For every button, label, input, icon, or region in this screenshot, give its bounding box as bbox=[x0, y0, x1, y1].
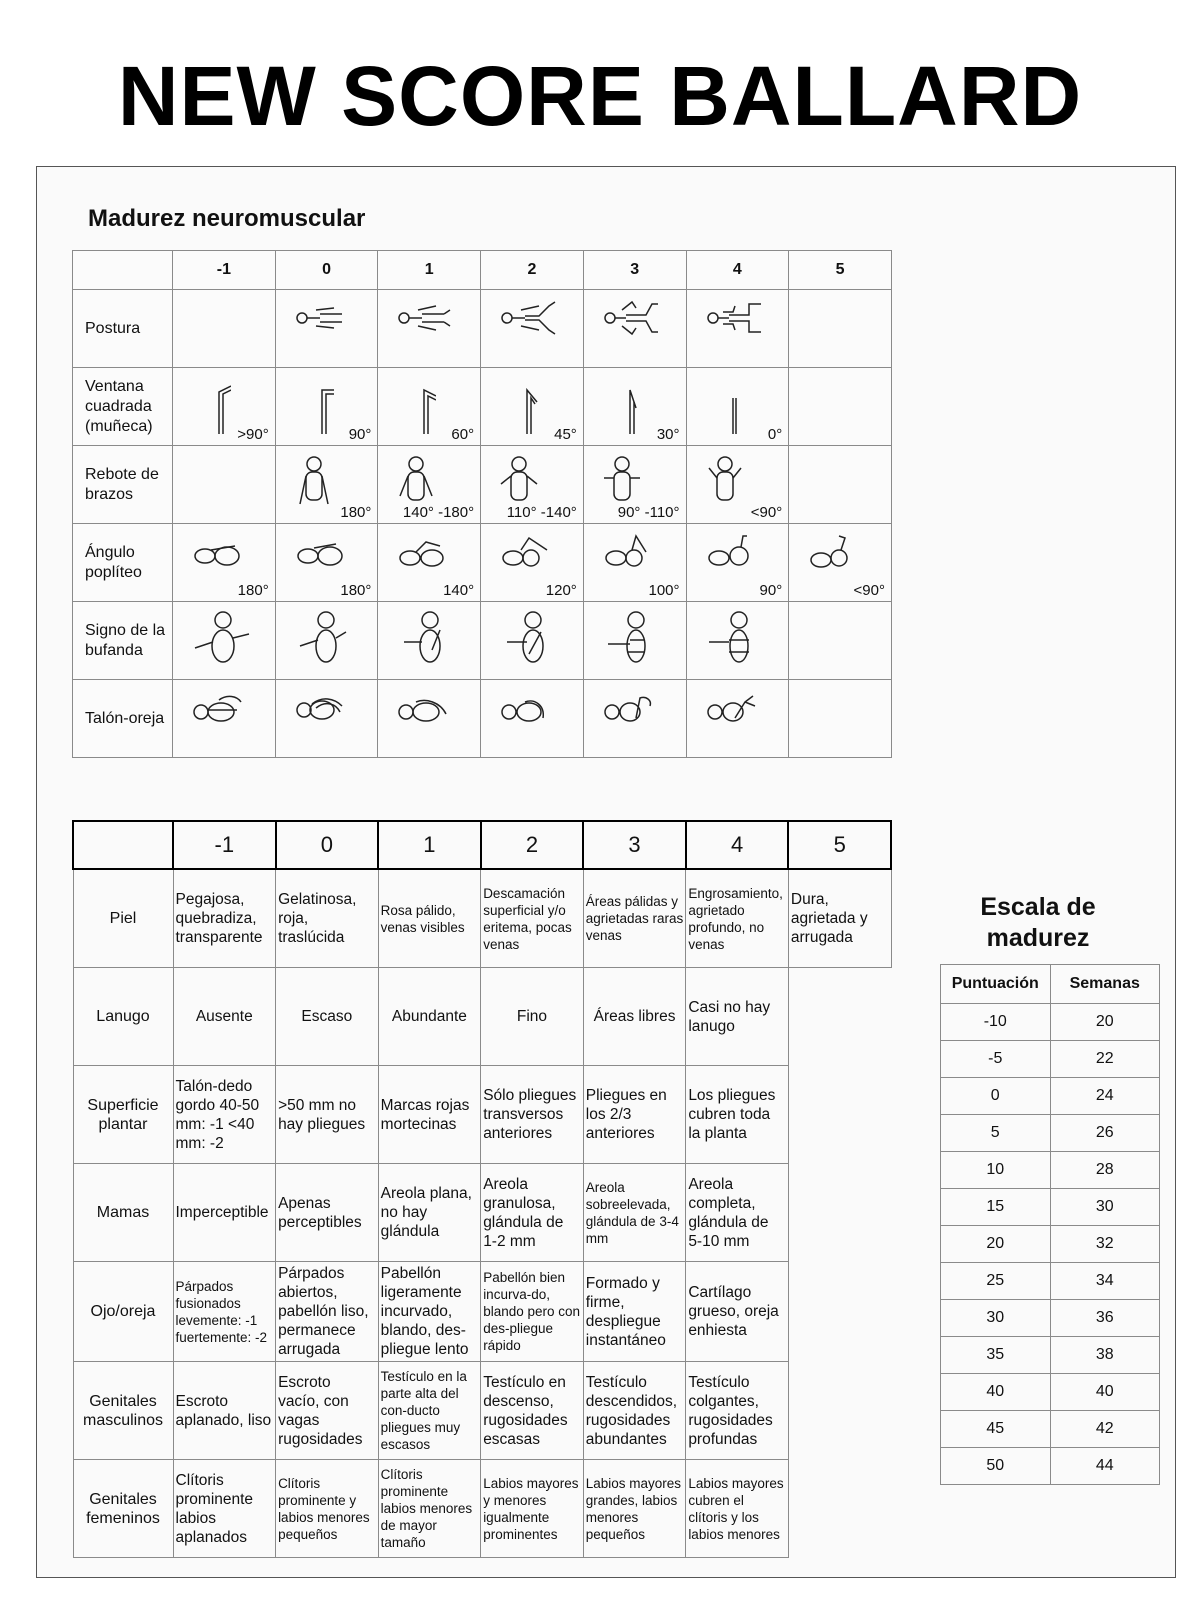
row-ojo-oreja bbox=[73, 1262, 891, 1362]
nm-cell bbox=[378, 680, 481, 758]
nm-cell bbox=[481, 368, 584, 446]
nm-cell bbox=[481, 446, 584, 524]
weeks-cell: 34 bbox=[1050, 1263, 1160, 1300]
physical-maturity-table bbox=[72, 820, 892, 1558]
table-cell: Descamación superficial y/o eritema, pocas venas bbox=[481, 869, 584, 968]
nm-cell bbox=[173, 602, 276, 680]
weeks-cell: 22 bbox=[1050, 1041, 1160, 1078]
nm-cell bbox=[481, 602, 584, 680]
table-cell: Escroto aplanado, liso bbox=[173, 1362, 276, 1460]
column-header: 0 bbox=[276, 821, 379, 869]
nm-cell bbox=[789, 524, 892, 602]
nm-cell bbox=[275, 446, 378, 524]
popliteal-angle-icon bbox=[499, 532, 559, 572]
table-cell: Pabellón bien incurva-do, blando pero con des-pliegue rápido bbox=[481, 1262, 584, 1362]
degree-label: >90° bbox=[237, 426, 269, 443]
scarf-sign-icon bbox=[602, 610, 662, 670]
scarf-sign-icon bbox=[294, 610, 354, 670]
table-row bbox=[941, 1374, 1160, 1411]
column-header: 5 bbox=[788, 821, 891, 869]
nm-cell bbox=[583, 524, 686, 602]
nm-cell bbox=[583, 680, 686, 758]
arm-recoil-icon bbox=[705, 454, 745, 510]
nm-cell bbox=[789, 446, 892, 524]
row-label: Superficie plantar bbox=[73, 1066, 173, 1164]
table-cell: Áreas libres bbox=[583, 968, 686, 1066]
heel-to-ear-icon bbox=[602, 688, 662, 728]
weeks-cell: 30 bbox=[1050, 1189, 1160, 1226]
weeks-cell: 24 bbox=[1050, 1078, 1160, 1115]
nm-cell bbox=[378, 446, 481, 524]
column-header: 1 bbox=[378, 251, 481, 290]
table-cell: Formado y firme, despliegue instantáneo bbox=[583, 1262, 686, 1362]
row-genitales-masculinos bbox=[73, 1362, 891, 1460]
weeks-cell: 40 bbox=[1050, 1374, 1160, 1411]
score-cell: 0 bbox=[941, 1078, 1051, 1115]
posture-icon bbox=[602, 298, 666, 338]
degree-label: 0° bbox=[767, 426, 783, 443]
table-cell: Rosa pálido, venas visibles bbox=[378, 869, 481, 968]
heel-to-ear-icon bbox=[294, 688, 354, 728]
column-header: Puntuación bbox=[941, 965, 1051, 1004]
row-lanugo bbox=[73, 968, 891, 1066]
maturity-scale-table bbox=[940, 964, 1160, 1485]
popliteal-angle-icon bbox=[602, 532, 662, 572]
table-cell: Escroto vacío, con vagas rugosidades bbox=[276, 1362, 379, 1460]
table-cell: Labios mayores grandes, labios menores pequeños bbox=[583, 1460, 686, 1558]
table-cell: Párpados fusionados levemente: -1 fuertemente: -2 bbox=[173, 1262, 276, 1362]
arm-recoil-icon bbox=[602, 454, 642, 510]
nm-cell bbox=[275, 368, 378, 446]
row-piel bbox=[73, 869, 891, 968]
heel-to-ear-icon bbox=[396, 688, 456, 728]
table-cell: Testículo colgantes, rugosidades profundas bbox=[686, 1362, 789, 1460]
score-cell: 10 bbox=[941, 1152, 1051, 1189]
degree-label: 90° -110° bbox=[617, 504, 680, 521]
table-cell: Areola plana, no hay glándula bbox=[378, 1164, 481, 1262]
table-cell: Sólo pliegues transversos anteriores bbox=[481, 1066, 584, 1164]
table-cell: Areola sobreelevada, glándula de 3-4 mm bbox=[583, 1164, 686, 1262]
table-cell: Apenas perceptibles bbox=[276, 1164, 379, 1262]
weeks-cell: 36 bbox=[1050, 1300, 1160, 1337]
nm-cell bbox=[583, 290, 686, 368]
heel-to-ear-icon bbox=[499, 688, 559, 728]
table-cell: Fino bbox=[481, 968, 584, 1066]
scarf-sign-icon bbox=[396, 610, 456, 670]
nm-cell bbox=[173, 680, 276, 758]
neuromuscular-title: Madurez neuromuscular bbox=[88, 205, 366, 232]
score-cell: 5 bbox=[941, 1115, 1051, 1152]
nm-cell bbox=[275, 290, 378, 368]
table-row bbox=[941, 1004, 1160, 1041]
column-header: Semanas bbox=[1050, 965, 1160, 1004]
score-cell: 45 bbox=[941, 1411, 1051, 1448]
table-row bbox=[941, 1263, 1160, 1300]
table-row bbox=[941, 1078, 1160, 1115]
table-cell: Marcas rojas mortecinas bbox=[378, 1066, 481, 1164]
degree-label: 180° bbox=[340, 582, 372, 599]
table-row bbox=[941, 1152, 1160, 1189]
score-cell: -5 bbox=[941, 1041, 1051, 1078]
weeks-cell: 32 bbox=[1050, 1226, 1160, 1263]
nm-cell bbox=[275, 602, 378, 680]
table-cell: Talón-dedo gordo 40-50 mm: -1 <40 mm: -2 bbox=[173, 1066, 276, 1164]
wrist-angle-icon bbox=[396, 376, 436, 436]
table-cell: Areola completa, glándula de 5-10 mm bbox=[686, 1164, 789, 1262]
table-cell: Escaso bbox=[276, 968, 379, 1066]
nm-cell bbox=[173, 290, 276, 368]
posture-icon bbox=[294, 298, 358, 338]
score-cell: 15 bbox=[941, 1189, 1051, 1226]
column-header: 0 bbox=[275, 251, 378, 290]
nm-cell bbox=[686, 446, 789, 524]
weeks-cell: 44 bbox=[1050, 1448, 1160, 1485]
heel-to-ear-icon bbox=[191, 688, 251, 728]
row-genitales-femeninos bbox=[73, 1460, 891, 1558]
table-cell bbox=[788, 968, 891, 1066]
nm-cell bbox=[686, 680, 789, 758]
table-cell: Pabellón ligeramente incurvado, blando, des-pliegue lento bbox=[378, 1262, 481, 1362]
nm-cell bbox=[789, 290, 892, 368]
row-ventana bbox=[73, 368, 892, 446]
nm-cell bbox=[481, 290, 584, 368]
table-row bbox=[941, 1041, 1160, 1078]
weeks-cell: 28 bbox=[1050, 1152, 1160, 1189]
posture-icon bbox=[396, 298, 460, 338]
column-header: 5 bbox=[789, 251, 892, 290]
column-header: 3 bbox=[583, 251, 686, 290]
arm-recoil-icon bbox=[396, 454, 436, 510]
nm-cell bbox=[583, 602, 686, 680]
nm-cell bbox=[481, 524, 584, 602]
nm-cell bbox=[583, 446, 686, 524]
popliteal-angle-icon bbox=[705, 532, 765, 572]
table-row bbox=[941, 1189, 1160, 1226]
row-label: Ángulo poplíteo bbox=[73, 524, 173, 602]
table-cell bbox=[788, 1066, 891, 1164]
row-label: Genitales masculinos bbox=[73, 1362, 173, 1460]
wrist-angle-icon bbox=[294, 376, 334, 436]
table-cell: Clítoris prominente labios menores de mayor tamaño bbox=[378, 1460, 481, 1558]
degree-label: 45° bbox=[554, 426, 577, 443]
table-cell: >50 mm no hay pliegues bbox=[276, 1066, 379, 1164]
nm-cell bbox=[481, 680, 584, 758]
table-cell: Areola granulosa, glándula de 1-2 mm bbox=[481, 1164, 584, 1262]
table-cell: Imperceptible bbox=[173, 1164, 276, 1262]
degree-label: 180° bbox=[237, 582, 269, 599]
nm-cell bbox=[378, 368, 481, 446]
nm-cell bbox=[686, 368, 789, 446]
scarf-sign-icon bbox=[191, 610, 251, 670]
scarf-sign-icon bbox=[705, 610, 765, 670]
popliteal-angle-icon bbox=[807, 532, 867, 572]
row-label: Ventana cuadrada (muñeca) bbox=[73, 368, 173, 446]
score-cell: 40 bbox=[941, 1374, 1051, 1411]
table-cell: Los pliegues cubren toda la planta bbox=[686, 1066, 789, 1164]
column-header: -1 bbox=[173, 821, 276, 869]
nm-cell bbox=[378, 524, 481, 602]
table-cell: Pliegues en los 2/3 anteriores bbox=[583, 1066, 686, 1164]
degree-label: 30° bbox=[656, 426, 680, 443]
column-header: 4 bbox=[686, 821, 789, 869]
row-label: Lanugo bbox=[73, 968, 173, 1066]
neuromuscular-table bbox=[72, 250, 892, 758]
corner-cell bbox=[73, 821, 173, 869]
table-row bbox=[941, 1300, 1160, 1337]
degree-label: 60° bbox=[451, 426, 475, 443]
column-header: 1 bbox=[378, 821, 481, 869]
weeks-cell: 42 bbox=[1050, 1411, 1160, 1448]
weeks-cell: 38 bbox=[1050, 1337, 1160, 1374]
score-cell: 25 bbox=[941, 1263, 1051, 1300]
degree-label: 140° -180° bbox=[402, 504, 475, 521]
table-cell bbox=[788, 1460, 891, 1558]
degree-label: <90° bbox=[853, 582, 885, 599]
row-popliteo bbox=[73, 524, 892, 602]
table-cell: Engrosamiento, agrietado profundo, no venas bbox=[686, 869, 789, 968]
table-cell: Dura, agrietada y arrugada bbox=[788, 869, 891, 968]
wrist-angle-icon bbox=[602, 376, 642, 436]
table-cell: Clítoris prominente labios aplanados bbox=[173, 1460, 276, 1558]
wrist-angle-icon bbox=[705, 376, 745, 436]
table-row bbox=[941, 1448, 1160, 1485]
table-row bbox=[941, 1115, 1160, 1152]
popliteal-angle-icon bbox=[396, 532, 456, 572]
degree-label: 90° bbox=[759, 582, 783, 599]
nm-cell bbox=[275, 524, 378, 602]
table-cell: Párpados abiertos, pabellón liso, permanece arrugada bbox=[276, 1262, 379, 1362]
table-cell: Pegajosa, quebradiza, transparente bbox=[173, 869, 276, 968]
row-label: Ojo/oreja bbox=[73, 1262, 173, 1362]
table-cell bbox=[788, 1362, 891, 1460]
nm-cell bbox=[789, 680, 892, 758]
table-cell: Áreas pálidas y agrietadas raras venas bbox=[583, 869, 686, 968]
popliteal-angle-icon bbox=[294, 532, 354, 572]
nm-cell bbox=[686, 524, 789, 602]
score-cell: -10 bbox=[941, 1004, 1051, 1041]
posture-icon bbox=[705, 298, 769, 338]
wrist-angle-icon bbox=[191, 376, 231, 436]
nm-cell bbox=[378, 290, 481, 368]
score-cell: 50 bbox=[941, 1448, 1051, 1485]
wrist-angle-icon bbox=[499, 376, 539, 436]
arm-recoil-icon bbox=[294, 454, 334, 510]
score-cell: 20 bbox=[941, 1226, 1051, 1263]
score-cell: 30 bbox=[941, 1300, 1051, 1337]
degree-label: 180° bbox=[340, 504, 372, 521]
nm-cell bbox=[686, 602, 789, 680]
row-talon-oreja bbox=[73, 680, 892, 758]
weeks-cell: 20 bbox=[1050, 1004, 1160, 1041]
row-superficie-plantar bbox=[73, 1066, 891, 1164]
arm-recoil-icon bbox=[499, 454, 539, 510]
row-label: Talón-oreja bbox=[73, 680, 173, 758]
maturity-scale-title: Escala de madurez bbox=[980, 893, 1096, 952]
degree-label: 140° bbox=[443, 582, 475, 599]
nm-cell bbox=[173, 524, 276, 602]
row-label: Genitales femeninos bbox=[73, 1460, 173, 1558]
row-label: Mamas bbox=[73, 1164, 173, 1262]
row-label: Piel bbox=[73, 869, 173, 968]
posture-icon bbox=[499, 298, 563, 338]
row-mamas bbox=[73, 1164, 891, 1262]
table-cell bbox=[788, 1262, 891, 1362]
column-header: 4 bbox=[686, 251, 789, 290]
column-header: 3 bbox=[583, 821, 686, 869]
table-cell: Abundante bbox=[378, 968, 481, 1066]
table-cell: Ausente bbox=[173, 968, 276, 1066]
nm-cell bbox=[789, 602, 892, 680]
corner-cell bbox=[73, 251, 173, 290]
column-header: 2 bbox=[481, 251, 584, 290]
table-cell: Clítoris prominente y labios menores pequeños bbox=[276, 1460, 379, 1558]
weeks-cell: 26 bbox=[1050, 1115, 1160, 1152]
page-title: NEW SCORE BALLARD bbox=[117, 49, 1083, 143]
table-cell: Gelatinosa, roja, traslúcida bbox=[276, 869, 379, 968]
row-label: Postura bbox=[73, 290, 173, 368]
table-cell: Casi no hay lanugo bbox=[686, 968, 789, 1066]
score-cell: 35 bbox=[941, 1337, 1051, 1374]
row-bufanda bbox=[73, 602, 892, 680]
degree-label: 110° -140° bbox=[506, 504, 577, 521]
row-label: Signo de la bufanda bbox=[73, 602, 173, 680]
scarf-sign-icon bbox=[499, 610, 559, 670]
nm-cell bbox=[275, 680, 378, 758]
table-row bbox=[941, 1226, 1160, 1263]
heel-to-ear-icon bbox=[705, 688, 765, 728]
degree-label: <90° bbox=[750, 504, 783, 521]
row-label: Rebote de brazos bbox=[73, 446, 173, 524]
table-row bbox=[941, 1337, 1160, 1374]
nm-cell bbox=[686, 290, 789, 368]
table-cell: Testículo descendidos, rugosidades abundantes bbox=[583, 1362, 686, 1460]
table-cell bbox=[788, 1164, 891, 1262]
table-cell: Labios mayores y menores igualmente prominentes bbox=[481, 1460, 584, 1558]
degree-label: 120° bbox=[545, 582, 577, 599]
table-row bbox=[941, 1411, 1160, 1448]
nm-cell bbox=[173, 368, 276, 446]
table-cell: Testículo en descenso, rugosidades escasas bbox=[481, 1362, 584, 1460]
nm-cell bbox=[583, 368, 686, 446]
nm-cell bbox=[789, 368, 892, 446]
row-postura bbox=[73, 290, 892, 368]
degree-label: 100° bbox=[648, 582, 680, 599]
nm-cell bbox=[378, 602, 481, 680]
table-cell: Testículo en la parte alta del con-ducto pliegues muy escasos bbox=[378, 1362, 481, 1460]
popliteal-angle-icon bbox=[191, 532, 251, 572]
column-header: 2 bbox=[481, 821, 584, 869]
table-cell: Cartílago grueso, oreja enhiesta bbox=[686, 1262, 789, 1362]
column-header: -1 bbox=[173, 251, 276, 290]
row-rebote bbox=[73, 446, 892, 524]
degree-label: 90° bbox=[348, 426, 372, 443]
nm-cell bbox=[173, 446, 276, 524]
table-cell: Labios mayores cubren el clítoris y los labios menores bbox=[686, 1460, 789, 1558]
